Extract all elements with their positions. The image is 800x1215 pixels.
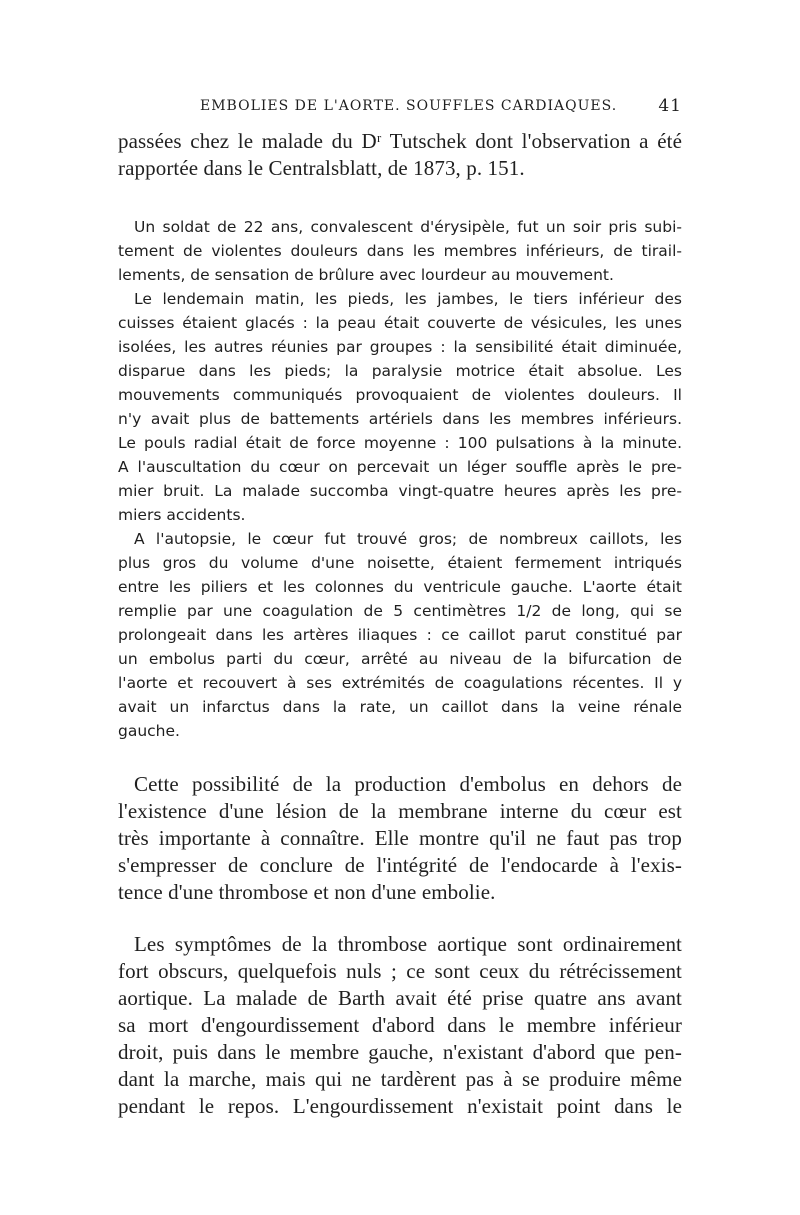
- text-line: miers accidents.: [118, 506, 246, 524]
- text-line: Les symptômes de la thrombose aortique sont ordinairement: [134, 932, 682, 956]
- text-line: tement de violentes douleurs dans les membres inférieurs, de tirail-: [118, 242, 682, 260]
- text-line: sa mort d'engourdissement d'abord dans le membre inférieur: [118, 1013, 682, 1037]
- text-line: aortique. La malade de Barth avait été prise quatre ans avant: [118, 986, 682, 1010]
- text-line: lements, de sensation de brûlure avec lourdeur au mouvement.: [118, 266, 614, 284]
- text-line: très importante à connaître. Elle montre qu'il ne faut pas trop: [118, 826, 682, 850]
- page-number: 41: [658, 96, 682, 116]
- text-line: Un soldat de 22 ans, convalescent d'érysipèle, fut un soir pris subi-: [134, 218, 682, 236]
- text-line: entre les piliers et les colonnes du ventricule gauche. L'aorte était: [118, 578, 682, 596]
- text-line: dant la marche, mais qui ne tardèrent pas à se produire même: [118, 1067, 682, 1091]
- text-line: isolées, les autres réunies par groupes : la sensibilité était diminuée,: [118, 338, 682, 356]
- text-line: s'empresser de conclure de l'intégrité de l'endocarde à l'exis-: [118, 853, 682, 877]
- text-line: avait un infarctus dans la rate, un caillot dans la veine rénale: [118, 698, 682, 716]
- text-line: droit, puis dans le membre gauche, n'existant d'abord que pen-: [118, 1040, 682, 1064]
- text-line: Le lendemain matin, les pieds, les jambes, le tiers inférieur des: [134, 290, 682, 308]
- running-head-title: EMBOLIES DE L'AORTE. SOUFFLES CARDIAQUES.: [200, 98, 618, 114]
- text-line: rapportée dans le Centralsblatt, de 1873, p. 151.: [118, 156, 525, 180]
- text-line: remplie par une coagulation de 5 centimètres 1/2 de long, qui se: [118, 602, 682, 620]
- text-line: plus gros du volume d'une noisette, étaient fermement intriqués: [118, 554, 682, 572]
- text-line: prolongeait dans les artères iliaques : ce caillot parut constitué par: [118, 626, 682, 644]
- text-line: mier bruit. La malade succomba vingt-quatre heures après les pre-: [118, 482, 682, 500]
- paragraph-continuation: [118, 128, 682, 182]
- text-line: passées chez le malade du Dʳ Tutschek dont l'observation a été: [118, 129, 682, 153]
- text-line: l'aorte et recouvert à ses extrémités de coagulations récentes. Il y: [118, 674, 682, 692]
- text-line: disparue dans les pieds; la paralysie motrice était absolue. Les: [118, 362, 682, 380]
- text-line: l'existence d'une lésion de la membrane interne du cœur est: [118, 799, 682, 823]
- text-line: A l'auscultation du cœur on percevait un léger souffle après le pre-: [118, 458, 682, 476]
- running-head: [118, 96, 682, 120]
- text-line: Cette possibilité de la production d'embolus en dehors de: [134, 772, 682, 796]
- paragraph-symptoms: [118, 931, 682, 1120]
- text-line: fort obscurs, quelquefois nuls ; ce sont ceux du rétrécissement: [118, 959, 682, 983]
- text-line: n'y avait plus de battements artériels dans les membres inférieurs.: [118, 410, 682, 428]
- text-line: un embolus parti du cœur, arrêté au niveau de la bifurcation de: [118, 650, 682, 668]
- paragraph-embolus: [118, 771, 682, 906]
- text-line: Le pouls radial était de force moyenne : 100 pulsations à la minute.: [118, 434, 682, 452]
- text-line: tence d'une thrombose et non d'une embolie.: [118, 880, 496, 904]
- text-line: pendant le repos. L'engourdissement n'existait point dans le: [118, 1094, 682, 1118]
- text-line: cuisses étaient glacés : la peau était couverte de vésicules, les unes: [118, 314, 682, 332]
- text-line: gauche.: [118, 722, 180, 740]
- text-line: mouvements communiqués provoquaient de violentes douleurs. Il: [118, 386, 682, 404]
- observation-block: [118, 215, 682, 743]
- text-line: A l'autopsie, le cœur fut trouvé gros; de nombreux caillots, les: [134, 530, 682, 548]
